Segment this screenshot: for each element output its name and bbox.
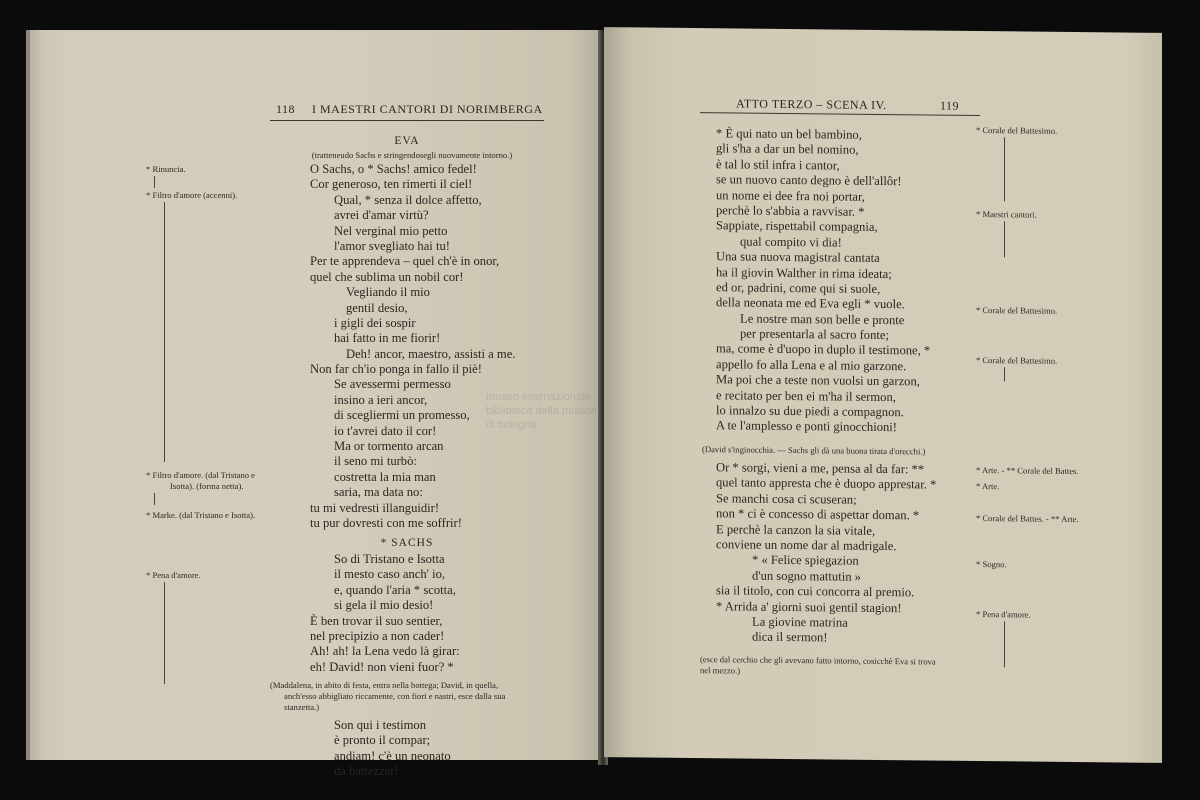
- speaker-sachs: * SACHS: [380, 537, 434, 549]
- stage-direction-right-1: (David s'inginocchia. — Sachs gli dà una buona tirata d'orecchi.): [702, 444, 926, 457]
- sachs-verse-right-2: Or * sorgi, vieni a me, pensa al da far: ** quel tanto appresta che è duopo apprestar. * Se manchi cosa ci scuseran; non * ci è concesso di aspettar doman. * E perchè la canzon la sia vitale, conviene un nome dar al madrigale. * « Felice spiegazion d'un sogno mattutin » sia il titolo, con cui concorra al premio. * Arrida a' giorni suoi gentil stagion! La giovine matrina dica il sermon!: [716, 460, 937, 645]
- speaker-eva: EVA: [394, 135, 420, 147]
- margin-note-arte: * Arte.: [976, 480, 1000, 492]
- margin-note-rinuncia: * Rinuncia.: [146, 164, 186, 174]
- library-watermark: museo internazionale biblioteca della musica di bologna: [486, 391, 597, 431]
- right-page: [604, 27, 1162, 763]
- right-page-number: 119: [940, 98, 960, 113]
- stage-direction-2: (Maddalena, in abito di festa, entra nella bottega; David, in quella, anch'esso abbigliato riccamente, con fiori e nastri, esce dalla sua stanzetta.): [270, 680, 506, 712]
- open-book: [26, 30, 1162, 779]
- margin-note-arte-corale: * Arte. - ** Corale del Battes.: [976, 464, 1079, 477]
- margin-note-sogno: * Sogno.: [976, 558, 1007, 570]
- left-page-number: 118: [276, 102, 296, 116]
- left-running-title: I MAESTRI CANTORI DI NORIMBERGA: [312, 102, 543, 116]
- margin-note-marke: * Marke. (dal Tristano e Isotta).: [146, 510, 256, 520]
- right-running-title: ATTO TERZO – SCENA IV.: [736, 96, 887, 113]
- stage-direction-1: (tratteneudo Sachs e stringendosegli nuovamente intorno.): [311, 150, 513, 160]
- margin-note-filtro-tristano: * Filtro d'amore. (dal Tristano e Isotta). (forma netta).: [146, 470, 255, 491]
- stage-direction-right-2: (esce dal cerchio che gli avevano fatto intorno, cosicchè Eva si trova nel mezzo.): [700, 654, 936, 676]
- margin-note-pena: * Pena d'amore.: [146, 570, 201, 580]
- margin-note-pena-right: * Pena d'amore.: [976, 608, 1031, 620]
- eva-verse: O Sachs, o * Sachs! amico fedel! Cor generoso, ten rimerti il ciel! Qual, * senza il dolce affetto, avrei d'amar virtù? Nel verginal mio petto l'amor svegliato hai tu! Per te apprendeva – quel ch'è in onor, quel che sublima un nobil cor! Vegliando il mio gentil desio, i gigli dei sospir hai fatto in me fiorir! Deh! ancor, maestro, assisti a me. Non far ch'io ponga in fallo il piè! Se avessermi permesso insino a ieri ancor, di scegliermi un promesso, io t'avrei dato il cor! Ma or tormento arcan il seno mi turbò: costretta la mia man saria, ma data no: tu mi vedresti illanguidir! tu pur dovresti con me soffrir!: [310, 162, 516, 530]
- left-header-rule: [270, 120, 544, 121]
- margin-note-corale-1: * Corale del Battesimo.: [976, 124, 1058, 136]
- right-header-rule: [700, 112, 980, 116]
- margin-note-corale-3: * Corale del Battesimo.: [976, 354, 1058, 366]
- margin-note-maestri: * Maestri cantori.: [976, 208, 1037, 220]
- sachs-verse-right: * È qui nato un bel bambino, gli s'ha a dar un bel nomino, è tal lo stil infra i cantor, se un nuovo canto degno è dell'allôr! un nome ei dee fra noi portar, perchè lo s'abbia a ravvisar. * Sappiate, rispettabil compagnia, qual compito vi dia! Una sua nuova magistral cantata ha il giovin Walther in rima ideata; ed or, padrini, come qui si suole, della neonata me ed Eva egli * vuole. Le nostre man son belle e pronte per presentarla al sacro fonte; ma, come è d'uopo in duplo il testimone, * appello fo alla Lena e al mio garzone. Ma poi che a teste non vuolsi un garzon, e recitato per ben ei m'ha il sermon, lo innalzo su due piedi a compagnon. A te l'amplesso e ponti ginocchioni!: [716, 126, 931, 435]
- sachs-verse-2: Son qui i testimon è pronto il compar; andiam! c'è un neonato da battezzar!: [334, 718, 451, 779]
- margin-note-corale-2: * Corale del Battesimo.: [976, 304, 1058, 316]
- margin-note-filtro-accenni: * Filtro d'amore (accenni).: [146, 190, 238, 200]
- margin-note-corale-arte: * Corale del Battes. - ** Arte.: [976, 512, 1079, 525]
- sachs-verse: So di Tristano e Isotta il mesto caso anch' io, e, quando l'aria * scotta, si gela il mio desio! È ben trovar il suo sentier, nel precipizio a non cader! Ah! ah! la Lena vedo là girar: eh! David! non vieni fuor? *: [310, 552, 460, 674]
